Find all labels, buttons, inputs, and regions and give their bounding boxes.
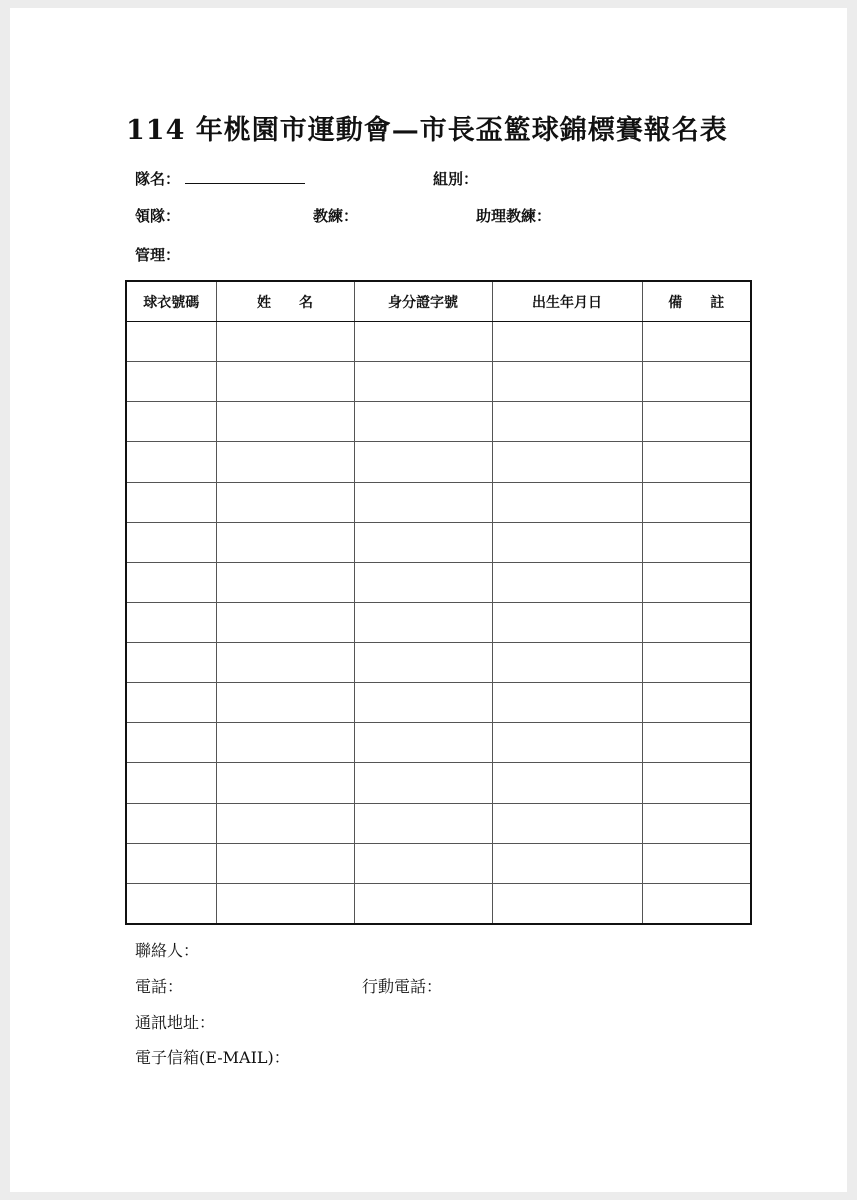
table-row xyxy=(126,442,751,482)
remarks-cell xyxy=(642,602,751,642)
jersey-number-cell xyxy=(126,883,216,924)
remarks-cell xyxy=(642,402,751,442)
table-header-row xyxy=(126,281,751,322)
id-number-cell xyxy=(354,322,492,362)
jersey-number-cell xyxy=(126,362,216,402)
table-row xyxy=(126,362,751,402)
name-cell xyxy=(216,843,354,883)
id-number-cell xyxy=(354,803,492,843)
table-row xyxy=(126,602,751,642)
page-title: 114 年桃園市運動會—市長盃籃球錦標賽報名表 xyxy=(126,115,728,146)
name-cell xyxy=(216,763,354,803)
name-cell xyxy=(216,442,354,482)
assistant-coach-label: 助理教練： xyxy=(476,207,552,225)
jersey-number-cell xyxy=(126,643,216,683)
birth-date-cell xyxy=(492,803,642,843)
header-birth-date: 出生年月日 xyxy=(492,281,642,322)
name-cell xyxy=(216,522,354,562)
id-number-cell xyxy=(354,442,492,482)
jersey-number-cell xyxy=(126,763,216,803)
remarks-cell xyxy=(642,803,751,843)
jersey-number-cell xyxy=(126,482,216,522)
email-label: 電子信箱(E-MAIL)： xyxy=(135,1048,290,1067)
group-label: 組別： xyxy=(433,170,479,188)
id-number-cell xyxy=(354,643,492,683)
team-name-label: 隊名： xyxy=(135,170,181,188)
table-row xyxy=(126,482,751,522)
roster-table xyxy=(125,280,752,925)
id-number-cell xyxy=(354,683,492,723)
birth-date-cell xyxy=(492,362,642,402)
birth-date-cell xyxy=(492,723,642,763)
header-name: 姓 名 xyxy=(216,281,354,322)
name-cell xyxy=(216,562,354,602)
name-cell xyxy=(216,803,354,843)
table-row xyxy=(126,883,751,924)
remarks-cell xyxy=(642,442,751,482)
name-cell xyxy=(216,322,354,362)
mobile-label: 行動電話： xyxy=(362,977,443,996)
jersey-number-cell xyxy=(126,683,216,723)
remarks-cell xyxy=(642,482,751,522)
id-number-cell xyxy=(354,482,492,522)
name-cell xyxy=(216,602,354,642)
name-cell xyxy=(216,482,354,522)
jersey-number-cell xyxy=(126,402,216,442)
name-cell xyxy=(216,723,354,763)
name-cell xyxy=(216,883,354,924)
name-cell xyxy=(216,402,354,442)
birth-date-cell xyxy=(492,883,642,924)
id-number-cell xyxy=(354,763,492,803)
manager-label: 管理： xyxy=(135,246,181,264)
table-row xyxy=(126,562,751,602)
contact-person-label: 聯絡人： xyxy=(135,941,200,960)
jersey-number-cell xyxy=(126,562,216,602)
remarks-cell xyxy=(642,643,751,683)
id-number-cell xyxy=(354,723,492,763)
jersey-number-cell xyxy=(126,843,216,883)
remarks-cell xyxy=(642,723,751,763)
id-number-cell xyxy=(354,602,492,642)
table-row xyxy=(126,763,751,803)
table-row xyxy=(126,402,751,442)
jersey-number-cell xyxy=(126,723,216,763)
remarks-cell xyxy=(642,562,751,602)
coach-label: 教練： xyxy=(313,207,359,225)
birth-date-cell xyxy=(492,402,642,442)
table-row xyxy=(126,803,751,843)
birth-date-cell xyxy=(492,442,642,482)
birth-date-cell xyxy=(492,482,642,522)
id-number-cell xyxy=(354,522,492,562)
table-row xyxy=(126,723,751,763)
remarks-cell xyxy=(642,683,751,723)
name-cell xyxy=(216,643,354,683)
phone-label: 電話： xyxy=(135,977,184,996)
leader-label: 領隊： xyxy=(135,207,181,225)
id-number-cell xyxy=(354,883,492,924)
birth-date-cell xyxy=(492,602,642,642)
birth-date-cell xyxy=(492,522,642,562)
header-id-number: 身分證字號 xyxy=(354,281,492,322)
name-cell xyxy=(216,683,354,723)
remarks-cell xyxy=(642,843,751,883)
table-row xyxy=(126,522,751,562)
header-jersey-number: 球衣號碼 xyxy=(126,281,216,322)
jersey-number-cell xyxy=(126,602,216,642)
id-number-cell xyxy=(354,562,492,602)
jersey-number-cell xyxy=(126,442,216,482)
remarks-cell xyxy=(642,522,751,562)
birth-date-cell xyxy=(492,562,642,602)
name-cell xyxy=(216,362,354,402)
jersey-number-cell xyxy=(126,803,216,843)
id-number-cell xyxy=(354,843,492,883)
jersey-number-cell xyxy=(126,522,216,562)
remarks-cell xyxy=(642,362,751,402)
birth-date-cell xyxy=(492,763,642,803)
id-number-cell xyxy=(354,362,492,402)
birth-date-cell xyxy=(492,322,642,362)
table-row xyxy=(126,322,751,362)
roster-body xyxy=(126,322,751,925)
header-remarks: 備 註 xyxy=(642,281,751,322)
remarks-cell xyxy=(642,322,751,362)
table-row xyxy=(126,843,751,883)
table-row xyxy=(126,683,751,723)
id-number-cell xyxy=(354,402,492,442)
birth-date-cell xyxy=(492,683,642,723)
birth-date-cell xyxy=(492,843,642,883)
table-row xyxy=(126,643,751,683)
remarks-cell xyxy=(642,763,751,803)
jersey-number-cell xyxy=(126,322,216,362)
team-name-underline xyxy=(185,183,305,184)
birth-date-cell xyxy=(492,643,642,683)
remarks-cell xyxy=(642,883,751,924)
address-label: 通訊地址： xyxy=(135,1013,216,1032)
